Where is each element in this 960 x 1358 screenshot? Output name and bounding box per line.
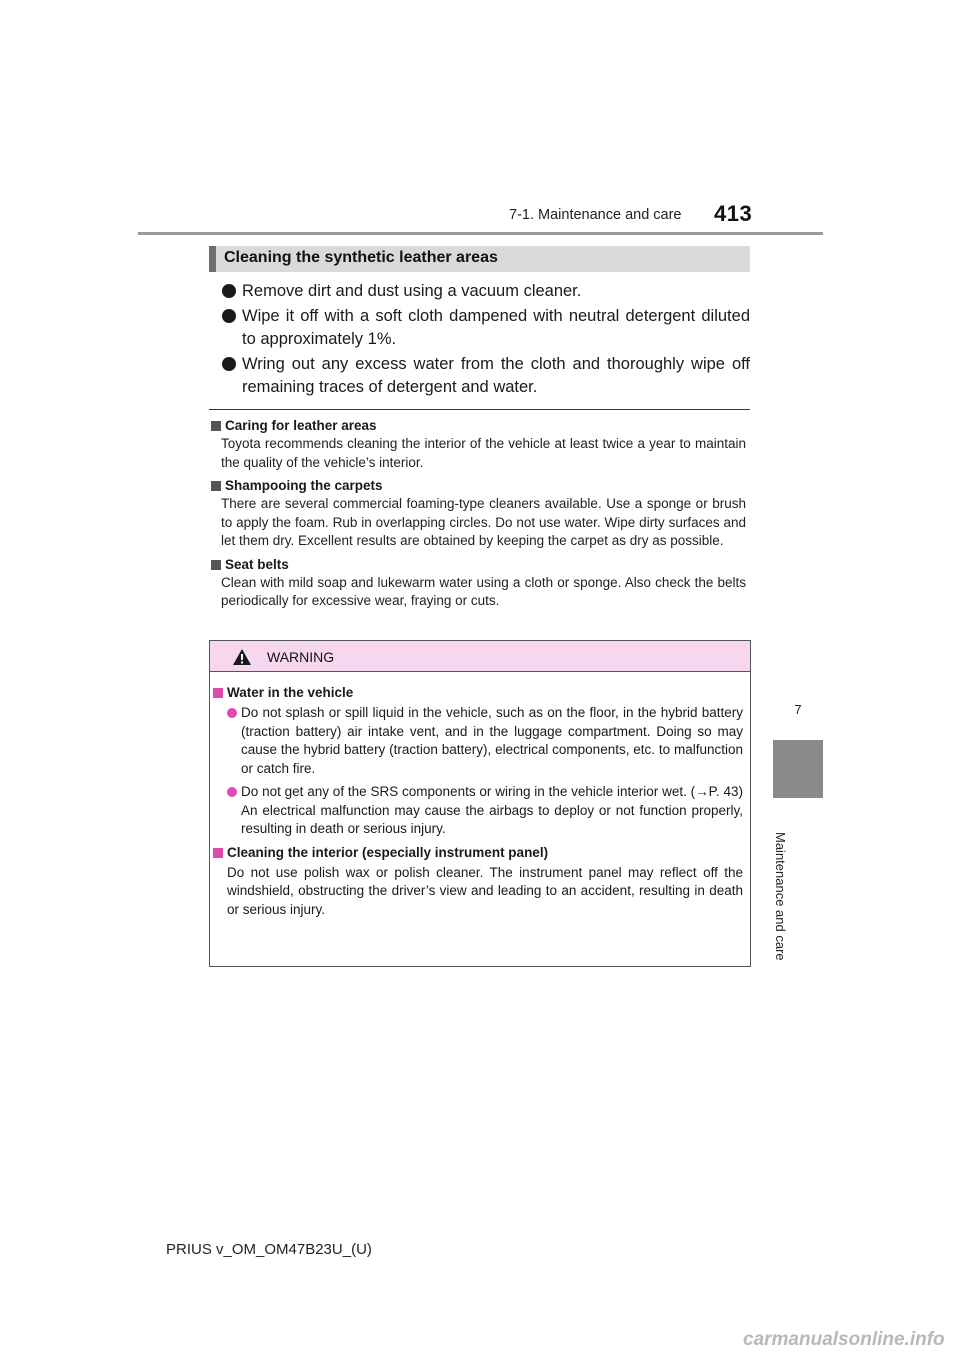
warning-triangle-icon	[232, 648, 252, 666]
side-tab	[773, 740, 823, 798]
pink-dot-icon	[227, 787, 237, 797]
square-bullet-icon	[211, 421, 221, 431]
warning-label: WARNING	[267, 649, 335, 665]
page-number: 413	[714, 201, 753, 226]
note-heading	[211, 417, 746, 435]
footer-code: PRIUS v_OM_OM47B23U_(U)	[166, 1241, 372, 1258]
note-heading	[211, 477, 746, 495]
bullet-dot-icon	[222, 357, 236, 371]
bullet-dot-icon	[222, 309, 236, 323]
warning-sub-text: Do not splash or spill liquid in the vehicle, such as on the floor, in the hybrid battery (traction battery) air intake vent, and in the luggage compartment. Doing so may cause the hybrid battery (traction battery), electrical components, etc. to malfunction or catch fire.	[241, 705, 743, 776]
note-body: Clean with mild soap and lukewarm water using a cloth or sponge. Also check the belts periodically for excessive wear, fraying or cuts.	[221, 574, 746, 608]
warning-content	[213, 684, 743, 919]
section-bar-mark	[209, 246, 216, 272]
side-tab-label: Maintenance and care	[773, 832, 788, 961]
pink-square-icon	[213, 848, 223, 858]
warning-header	[210, 641, 750, 672]
warning-heading	[213, 684, 743, 702]
watermark[interactable]	[743, 1329, 945, 1351]
note-heading-text: Seat belts	[225, 556, 289, 572]
warning-body: Do not use polish wax or polish cleaner. The instrument panel may reflect off the windshield, obstructing the driver’s view and leading to an accident, resulting in death or serious injury.	[227, 864, 743, 917]
warning-sub-item	[213, 704, 743, 778]
header-rule	[138, 232, 823, 235]
section-title: Cleaning the synthetic leather areas	[224, 249, 498, 266]
warning-sub-text: Do not get any of the SRS components or wiring in the vehicle interior wet. (→P. 43) An electrical malfunction may cause the airbags to deploy or not function properly, resulting in death or serious injury.	[241, 784, 743, 836]
section-bar	[209, 246, 750, 272]
side-tab-number: 7	[794, 702, 802, 717]
bullet-item	[222, 280, 750, 303]
warning-box	[209, 640, 751, 967]
header-section-title: 7-1. Maintenance and care	[509, 207, 682, 223]
divider	[209, 409, 750, 410]
note-body: There are several commercial foaming-type cleaners available. Use a sponge or brush to apply the foam. Rub in overlapping circles. Do not use water. Wipe dirty surfaces and let them dry. Excellent results are obtained by keeping the carpet as dry as possible.	[221, 496, 746, 548]
notes	[211, 417, 746, 616]
square-bullet-icon	[211, 560, 221, 570]
warning-heading-text: Water in the vehicle	[227, 685, 354, 700]
bullet-text: Wring out any excess water from the cloth and thoroughly wipe off remaining traces of detergent and water.	[242, 355, 750, 396]
warning-sub-item	[213, 783, 743, 839]
side-tab-label-wrap	[773, 832, 791, 961]
warning-heading-text: Cleaning the interior (especially instrument panel)	[227, 844, 549, 860]
square-bullet-icon	[211, 481, 221, 491]
bullet-item	[222, 353, 750, 399]
bullet-list	[222, 280, 750, 401]
bullet-item	[222, 305, 750, 351]
bullet-dot-icon	[222, 284, 236, 298]
note-heading	[211, 556, 746, 574]
note-heading-text: Caring for leather areas	[225, 418, 377, 433]
note-body: Toyota recommends cleaning the interior of the vehicle at least twice a year to maintain the quality of the vehicle’s interior.	[221, 436, 746, 470]
pink-dot-icon	[227, 708, 237, 718]
bullet-text: Wipe it off with a soft cloth dampened with neutral detergent diluted to approximately 1%.	[242, 307, 750, 348]
pink-square-icon	[213, 688, 223, 698]
note-heading-text: Shampooing the carpets	[225, 478, 383, 493]
warning-heading	[213, 844, 743, 862]
watermark-text: carmanualsonline.info	[743, 1329, 945, 1350]
bullet-text: Remove dirt and dust using a vacuum cleaner.	[242, 282, 582, 300]
